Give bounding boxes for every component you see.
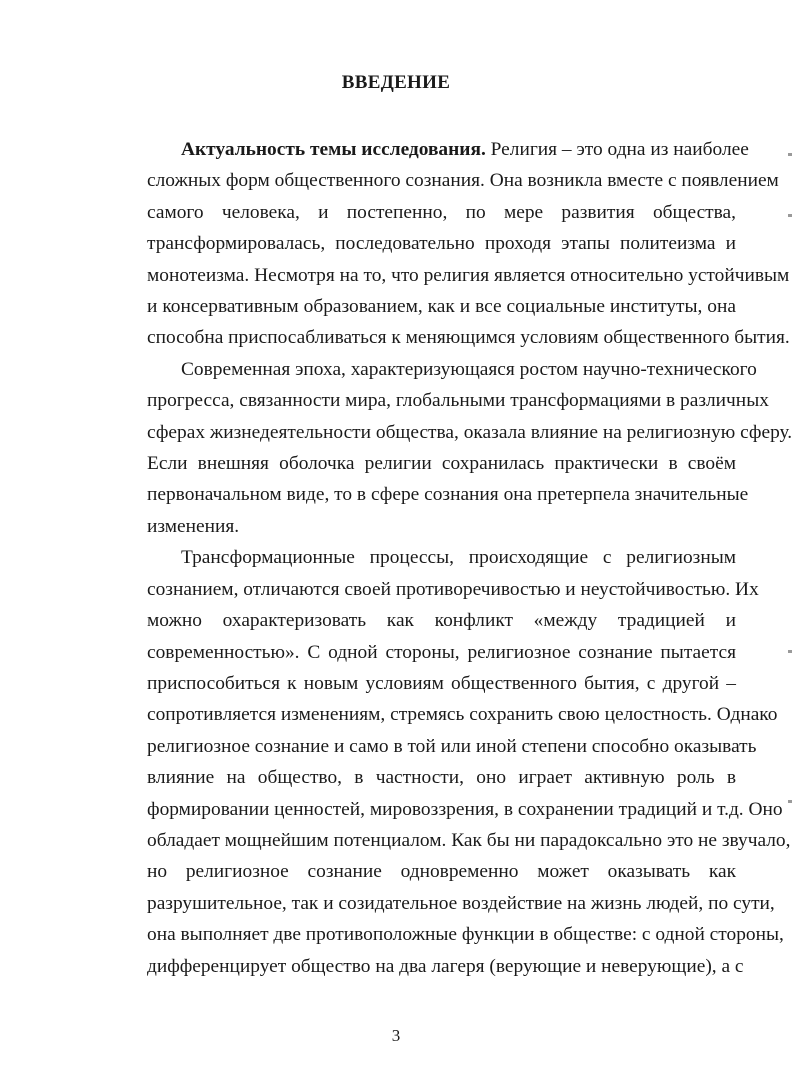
text-line: сознанием, отличаются своей противоречивостью и неустойчивостью. Их — [147, 578, 759, 600]
text-line: Актуальность темы исследования. Религия – это одна из наиболее — [181, 139, 749, 160]
scan-margin-mark — [788, 153, 792, 156]
text-line: изменения. — [147, 515, 240, 537]
text-line: религиозное сознание и само в той или иной степени способно оказывать — [147, 735, 757, 757]
text-line: современностью». С одной стороны, религиозное сознание пытается — [147, 641, 736, 663]
text-line: Если внешняя оболочка религии сохранилась практически в своём — [147, 453, 736, 475]
scan-margin-mark — [788, 800, 792, 803]
text-line: сферах жизнедеятельности общества, оказала влияние на религиозную сферу. — [147, 421, 792, 443]
text-line: она выполняет две противоположные функции в обществе: с одной стороны, — [147, 924, 784, 946]
text-line: Современная эпоха, характеризующаяся ростом научно-технического — [181, 358, 757, 380]
text-line: обладает мощнейшим потенциалом. Как бы ни парадоксально это не звучало, — [147, 829, 791, 851]
text-line: трансформировалась, последовательно проходя этапы политеизма и — [147, 233, 736, 255]
text-line: самого человека, и постепенно, по мере развития общества, — [147, 201, 736, 223]
text-line: можно охарактеризовать как конфликт «между традицией и — [147, 610, 736, 632]
text-line: дифференцирует общество на два лагеря (верующие и неверующие), а с — [147, 955, 744, 977]
paragraph-transformation — [113, 542, 791, 982]
page-title: ВВЕДЕНИЕ — [341, 72, 451, 93]
text-line: прогресса, связанности мира, глобальными трансформациями в различных — [147, 390, 769, 412]
text-line: формировании ценностей, мировоззрения, в сохранении традиций и т.д. Оно — [147, 798, 783, 820]
text-line: и консервативным образованием, как и все социальные институты, она — [147, 296, 736, 318]
paragraph-lead: Актуальность темы исследования. — [181, 139, 486, 160]
paragraph-relevance — [113, 134, 790, 354]
text-line: разрушительное, так и созидательное воздействие на жизнь людей, по сути, — [147, 892, 775, 914]
text-line: сложных форм общественного сознания. Она возникла вместе с появлением — [147, 170, 779, 192]
page-number: 3 — [391, 1026, 401, 1045]
scan-margin-mark — [788, 650, 792, 653]
paragraph-modern-era — [113, 354, 792, 542]
text-line: влияние на общество, в частности, оно играет активную роль в — [147, 767, 736, 789]
text-line: приспособиться к новым условиям общественного бытия, с другой – — [147, 672, 736, 694]
text-line: сопротивляется изменениям, стремясь сохранить свою целостность. Однако — [147, 704, 778, 726]
text-line: Трансформационные процессы, происходящие с религиозным — [181, 547, 736, 569]
text-line: но религиозное сознание одновременно может оказывать как — [147, 861, 736, 883]
text-line: монотеизма. Несмотря на то, что религия является относительно устойчивым — [147, 264, 790, 286]
scan-margin-mark — [788, 214, 792, 217]
body-text — [113, 134, 792, 982]
text-line: первоначальном виде, то в сфере сознания она претерпела значительные — [147, 484, 749, 506]
text-line: способна приспосабливаться к меняющимся условиям общественного бытия. — [147, 327, 790, 349]
